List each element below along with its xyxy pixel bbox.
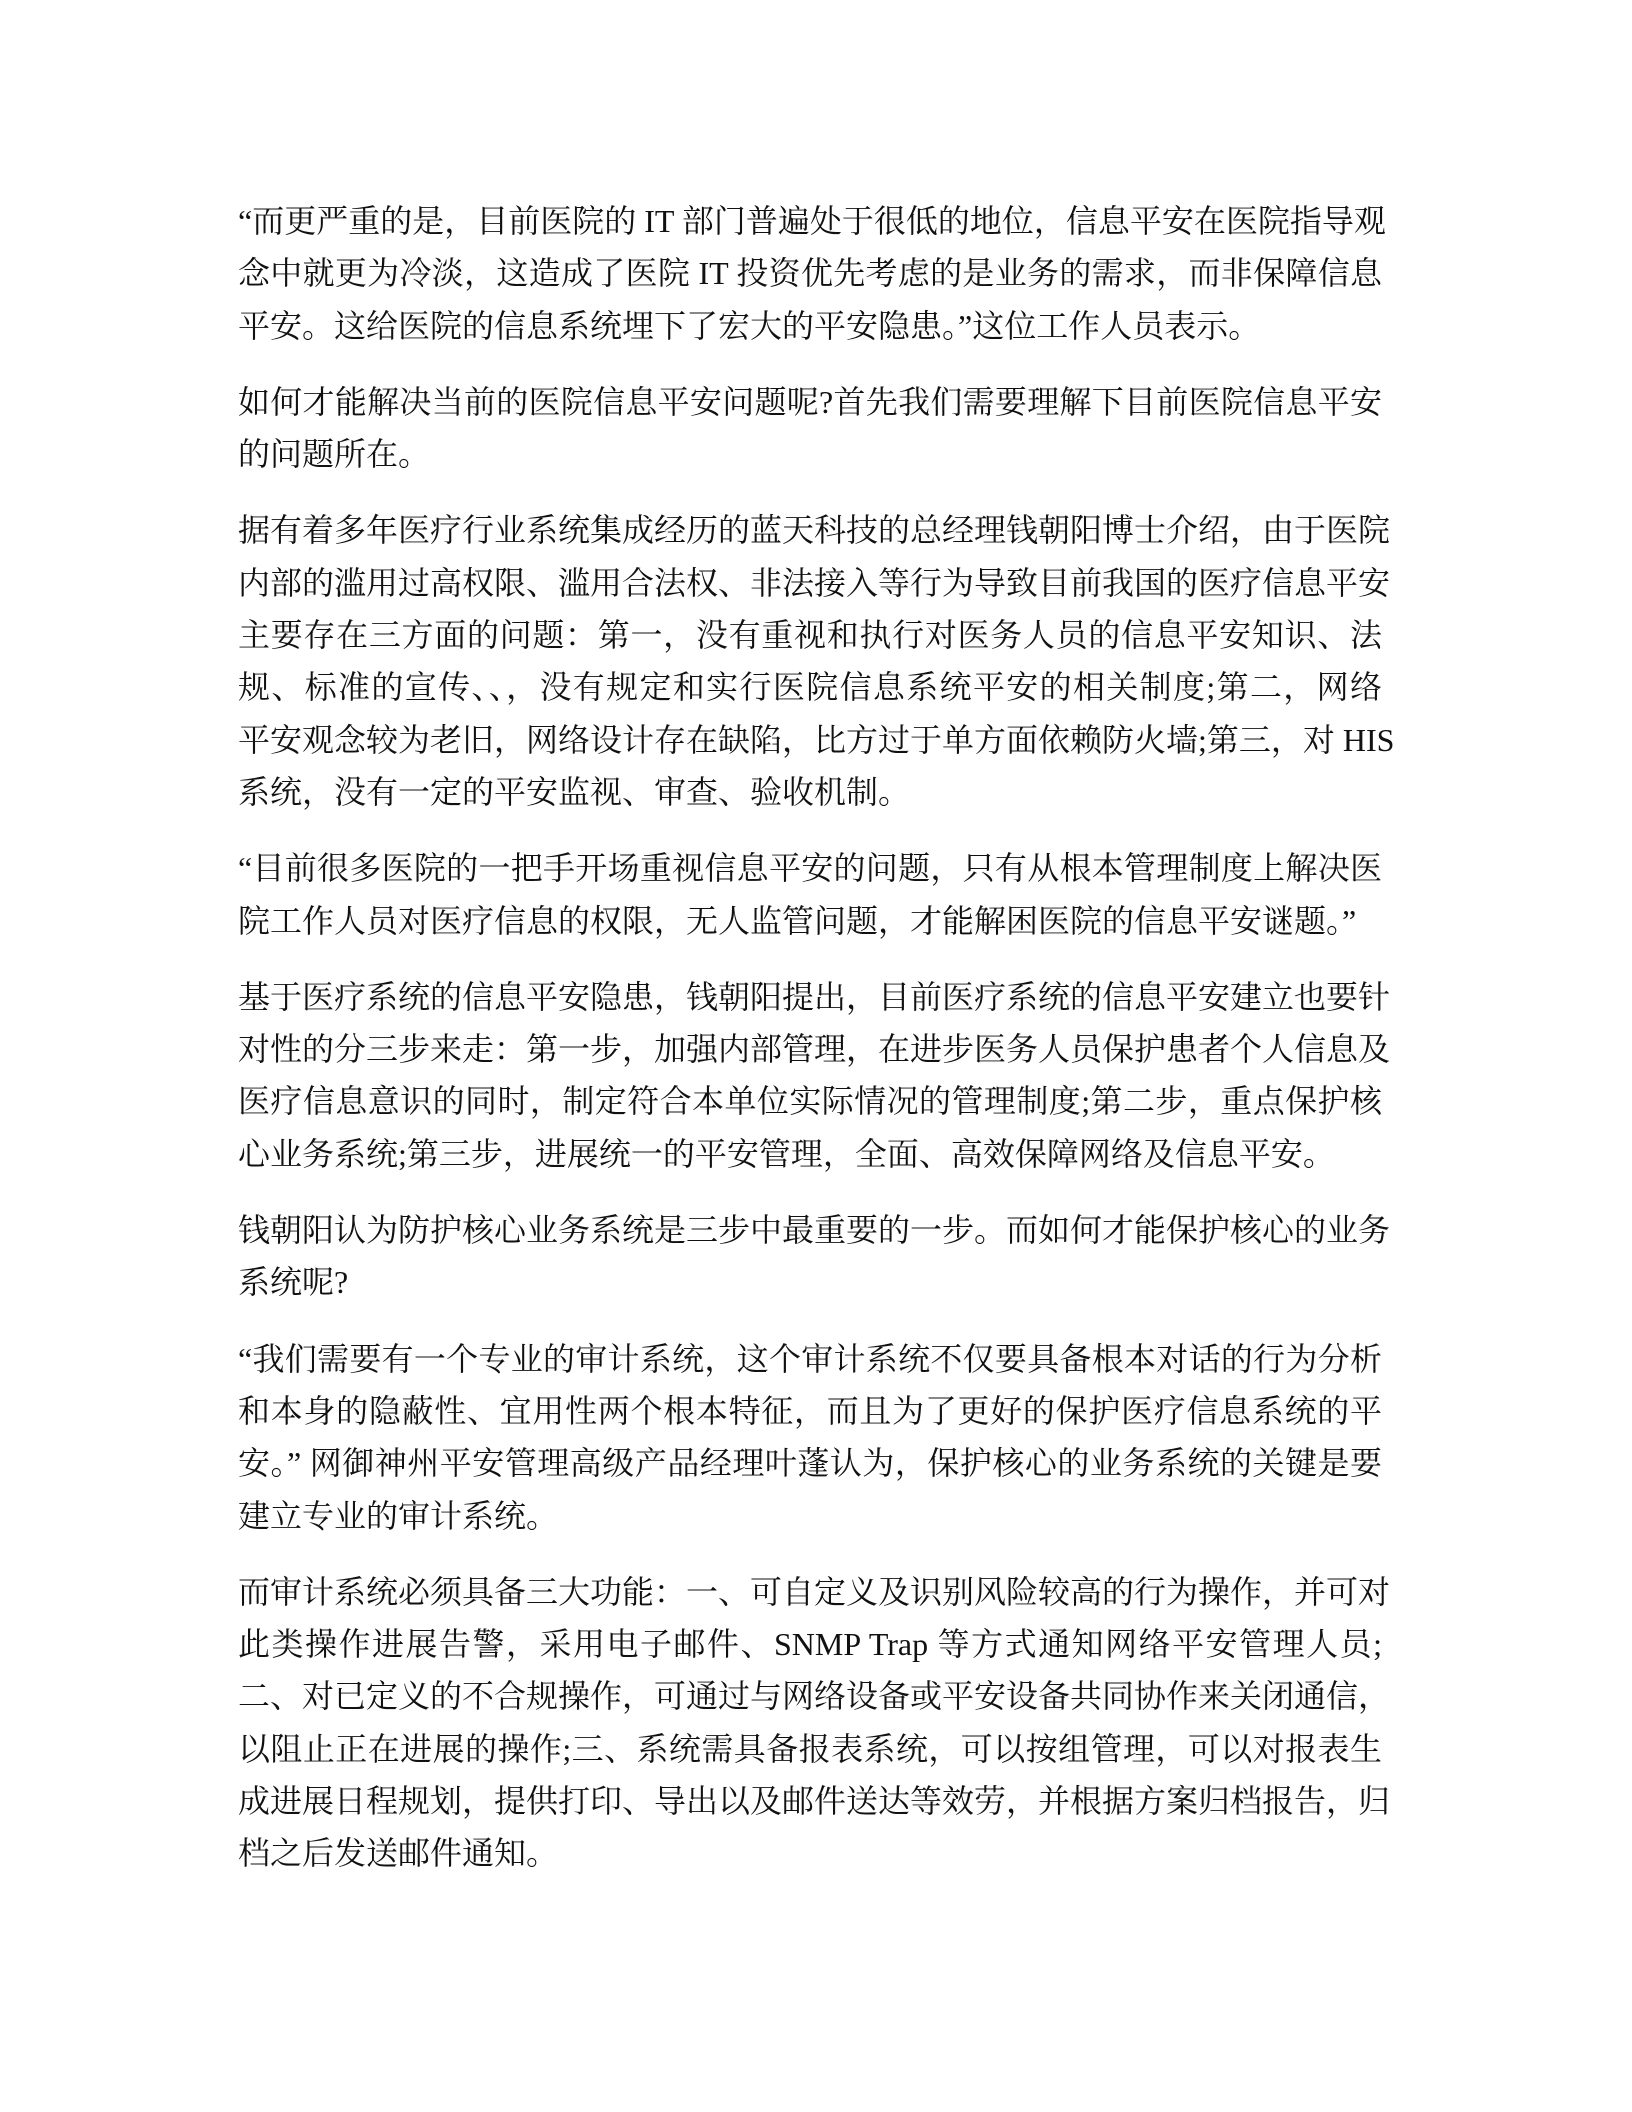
text-line: 心业务系统;第三步，进展统一的平安管理，全面、高效保障网络及信息平安。 (238, 1135, 1335, 1172)
text-line: 院工作人员对医疗信息的权限，无人监管问题，才能解困医院的信息平安谜题。” (238, 902, 1357, 939)
text-line: 建立专业的审计系统。 (238, 1497, 559, 1534)
text-line: 对性的分三步来走：第一步，加强内部管理，在进步医务人员保护患者个人信息及 (238, 1031, 1391, 1068)
text-line: 档之后发送邮件通知。 (238, 1835, 559, 1872)
text-line: 据有着多年医疗行业系统集成经历的蓝天科技的总经理钱朝阳博士介绍，由于医院 (238, 512, 1391, 549)
paragraph (238, 1566, 1391, 1880)
text-line: 规、标准的宣传、、，没有规定和实行医院信息系统平安的相关制度;第二，网络 (238, 669, 1382, 706)
text-line: 的问题所在。 (238, 436, 431, 473)
text-line: 基于医疗系统的信息平安隐患，钱朝阳提出，目前医疗系统的信息平安建立也要针 (238, 978, 1391, 1015)
document-page (238, 195, 1395, 1904)
text-line: 钱朝阳认为防护核心业务系统是三步中最重要的一步。而如何才能保护核心的业务 (238, 1212, 1391, 1249)
paragraph (238, 1333, 1382, 1542)
text-line: 主要存在三方面的问题：第一，没有重视和执行对医务人员的信息平安知识、法 (238, 617, 1382, 654)
text-line: 而审计系统必须具备三大功能：一、可自定义及识别风险较高的行为操作，并可对 (238, 1573, 1391, 1610)
text-line: 和本身的隐蔽性、宜用性两个根本特征，而且为了更好的保护医疗信息系统的平 (238, 1392, 1382, 1429)
paragraph (238, 1204, 1391, 1309)
text-line: 平安观念较为老旧，网络设计存在缺陷，比方过于单方面依赖防火墙;第三，对 HIS (238, 721, 1395, 758)
text-line: 安。” 网御神州平安管理高级产品经理叶蓬认为，保护核心的业务系统的关键是要 (238, 1445, 1382, 1482)
paragraph (238, 195, 1386, 352)
text-line: 成进展日程规划，提供打印、导出以及邮件送达等效劳，并根据方案归档报告，归 (238, 1783, 1391, 1820)
text-line: 系统，没有一定的平安监视、审查、验收机制。 (238, 773, 911, 810)
text-line: 医疗信息意识的同时，制定符合本单位实际情况的管理制度;第二步，重点保护核 (238, 1083, 1382, 1120)
text-line: 念中就更为冷淡，这造成了医院 IT 投资优先考虑的是业务的需求，而非保障信息 (238, 255, 1382, 292)
text-line: “我们需要有一个专业的审计系统，这个审计系统不仅要具备根本对话的行为分析 (238, 1340, 1382, 1377)
text-line: 如何才能解决当前的医院信息平安问题呢?首先我们需要理解下目前医院信息平安 (238, 383, 1382, 420)
text-line: 系统呢? (238, 1264, 349, 1301)
text-line: “而更严重的是，目前医院的 IT 部门普遍处于很低的地位，信息平安在医院指导观 (238, 203, 1386, 239)
paragraph (238, 971, 1391, 1180)
text-line: 此类操作进展告警，采用电子邮件、SNMP Trap 等方式通知网络平安管理人员; (238, 1626, 1382, 1663)
text-line: “目前很多医院的一把手开场重视信息平安的问题，只有从根本管理制度上解决医 (238, 850, 1382, 887)
paragraph (238, 842, 1382, 947)
text-line: 以阻止正在进展的操作;三、系统需具备报表系统，可以按组管理，可以对报表生 (238, 1730, 1382, 1767)
paragraph (238, 376, 1382, 481)
text-line: 二、对已定义的不合规操作，可通过与网络设备或平安设备共同协作来关闭通信， (238, 1678, 1391, 1715)
text-line: 内部的滥用过高权限、滥用合法权、非法接入等行为导致目前我国的医疗信息平安 (238, 564, 1391, 601)
paragraph (238, 504, 1395, 818)
text-line: 平安。这给医院的信息系统埋下了宏大的平安隐患。”这位工作人员表示。 (238, 307, 1261, 344)
